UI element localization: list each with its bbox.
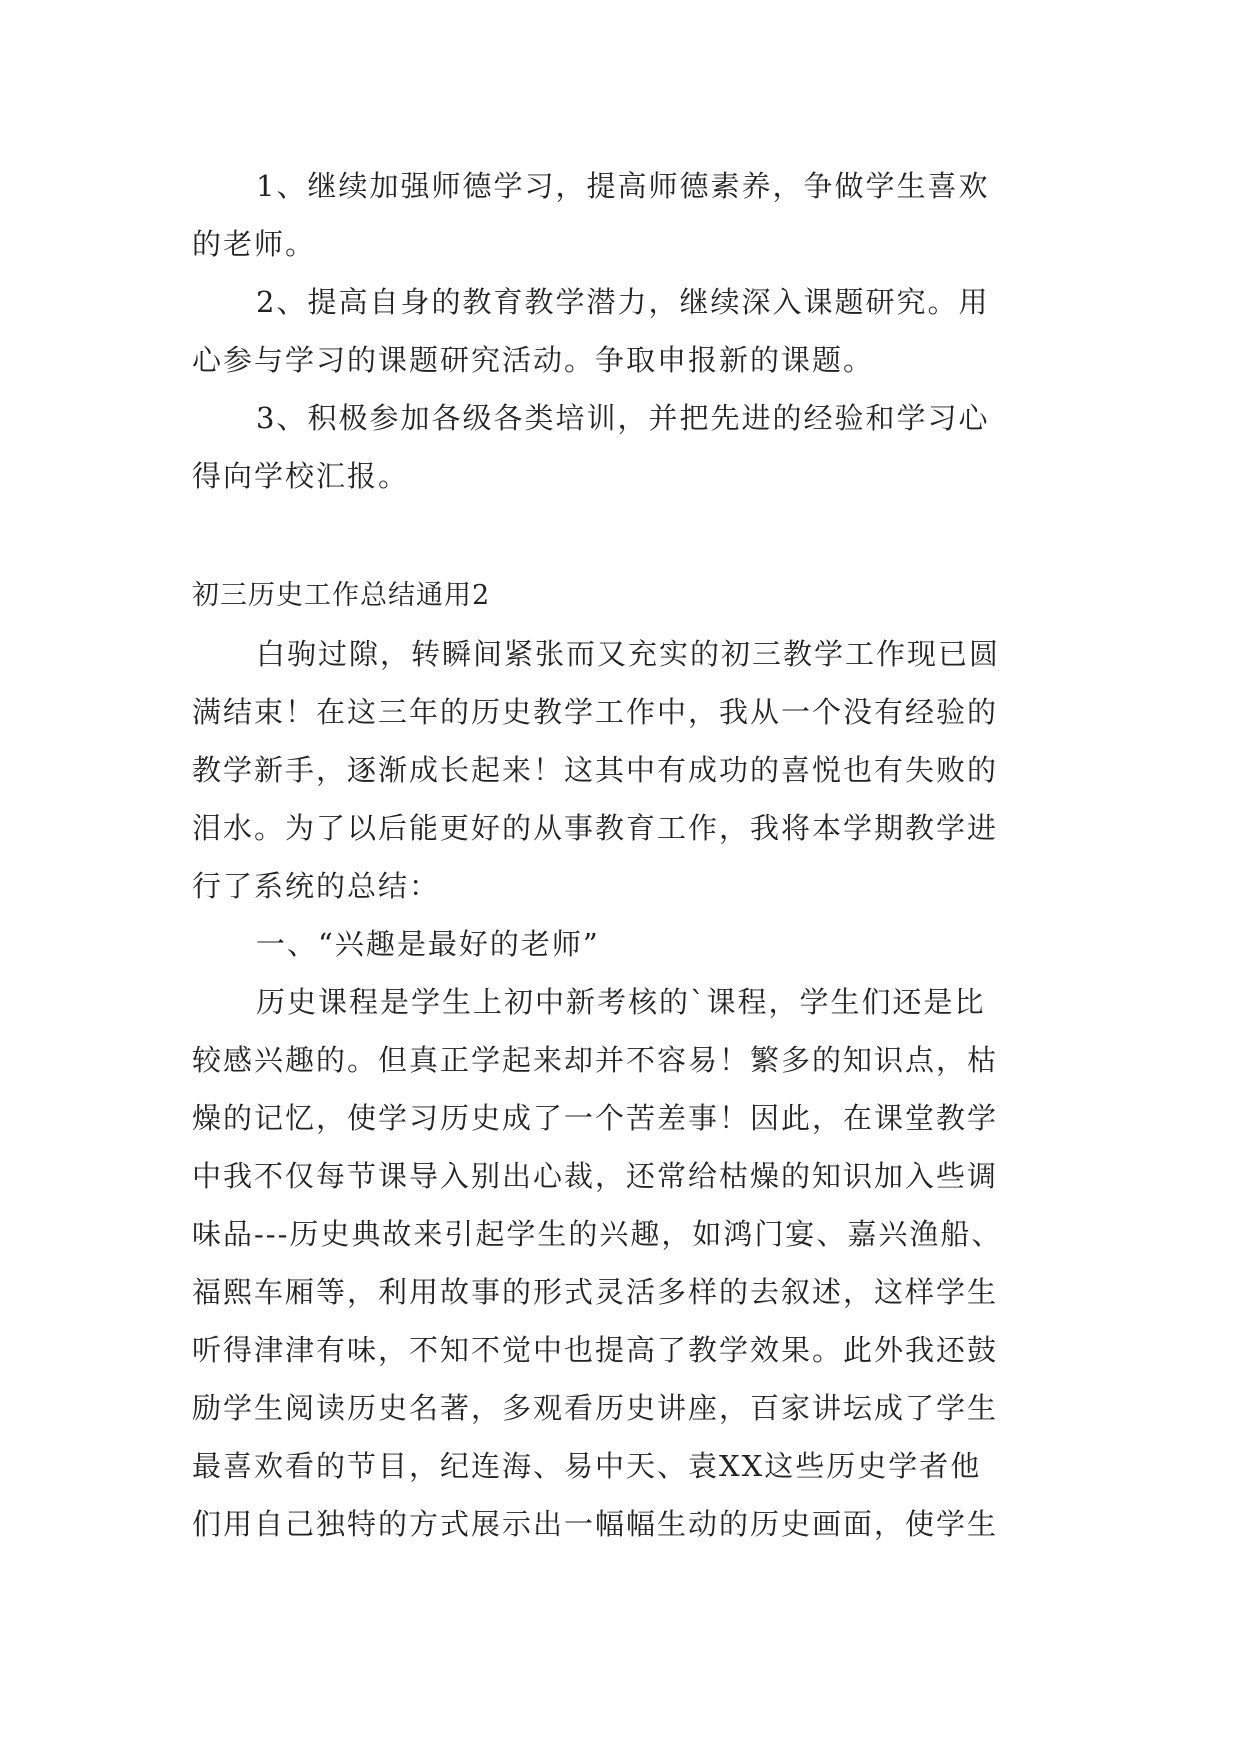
paragraph-line: 泪水。为了以后能更好的从事教育工作，我将本学期教学进 bbox=[192, 811, 999, 845]
paragraph-line: 们用自己独特的方式展示出一幅幅生动的历史画面，使学生 bbox=[192, 1507, 999, 1541]
paragraph-line: 白驹过隙，转瞬间紧张而又充实的初三教学工作现已圆 bbox=[256, 637, 1001, 671]
paragraph-line: 2、提高自身的教育教学潜力，继续深入课题研究。用 bbox=[256, 285, 990, 319]
paragraph-line: 燥的记忆，使学习历史成了一个苦差事！因此，在课堂教学 bbox=[192, 1101, 999, 1135]
paragraph-line: 听得津津有味，不知不觉中也提高了教学效果。此外我还鼓 bbox=[192, 1333, 999, 1367]
paragraph-line: 得向学校汇报。 bbox=[192, 459, 410, 493]
paragraph-line: 较感兴趣的。但真正学起来却并不容易！繁多的知识点，枯 bbox=[192, 1043, 999, 1077]
paragraph-line: 福熙车厢等，利用故事的形式灵活多样的去叙述，这样学生 bbox=[192, 1275, 999, 1309]
subheading-line: 一、“兴趣是最好的老师” bbox=[256, 927, 600, 961]
paragraph-line: 最喜欢看的节目，纪连海、易中天、袁XX这些历史学者他 bbox=[192, 1449, 982, 1483]
paragraph-line: 心参与学习的课题研究活动。争取申报新的课题。 bbox=[192, 343, 875, 377]
paragraph-line: 历史课程是学生上初中新考核的`课程，学生们还是比 bbox=[256, 985, 986, 1019]
paragraph-line: 中我不仅每节课导入别出心裁，还常给枯燥的知识加入些调 bbox=[192, 1159, 999, 1193]
section1-body bbox=[192, 157, 1062, 505]
paragraph-line: 3、积极参加各级各类培训，并把先进的经验和学习心 bbox=[256, 401, 990, 435]
paragraph-line: 味品---历史典故来引起学生的兴趣，如鸿门宴、嘉兴渔船、 bbox=[192, 1217, 1003, 1251]
paragraph-line: 励学生阅读历史名著，多观看历史讲座，百家讲坛成了学生 bbox=[192, 1391, 999, 1425]
section2-body bbox=[192, 625, 1062, 1553]
paragraph-line: 教学新手，逐渐成长起来！这其中有成功的喜悦也有失败的 bbox=[192, 753, 999, 787]
paragraph-line: 的老师。 bbox=[192, 227, 317, 261]
section-heading: 初三历史工作总结通用2 bbox=[192, 580, 491, 611]
paragraph-line: 1、继续加强师德学习，提高师德素养，争做学生喜欢 bbox=[256, 169, 990, 203]
paragraph-line: 满结束！在这三年的历史教学工作中，我从一个没有经验的 bbox=[192, 695, 999, 729]
paragraph-line: 行了系统的总结： bbox=[192, 869, 441, 903]
